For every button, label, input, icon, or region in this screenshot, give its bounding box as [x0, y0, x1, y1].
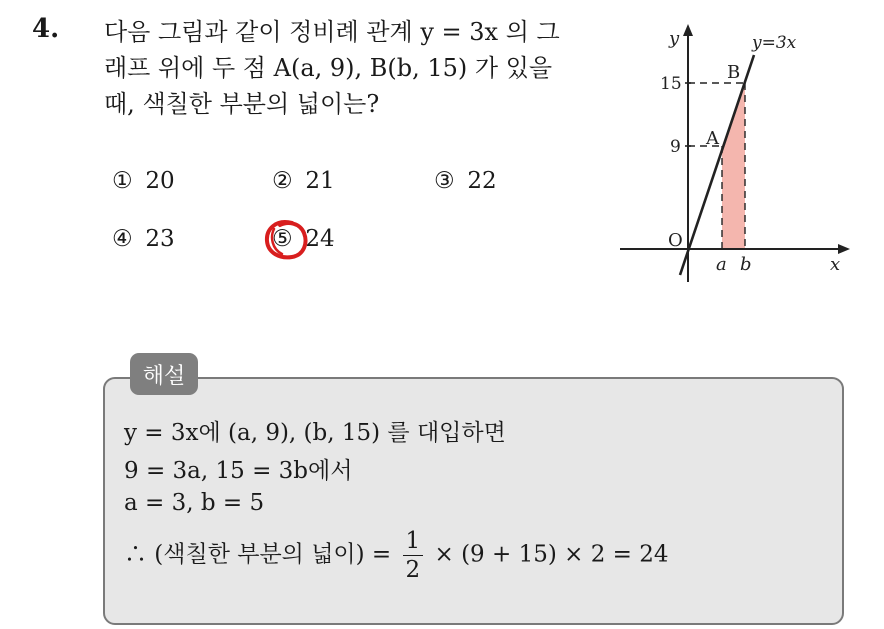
choice-4-mark: ④: [112, 226, 133, 252]
solution-line-3: a = 3, b = 5: [124, 490, 265, 516]
x-axis-label: x: [830, 254, 841, 275]
choice-1-mark: ①: [112, 168, 133, 194]
choice-2[interactable]: [272, 168, 335, 194]
question-line-1: 다음 그림과 같이 정비례 관계 y = 3x 의 그: [104, 18, 560, 46]
answer-circle-mark: [262, 217, 310, 263]
y-tick-15-label: 15: [660, 74, 682, 94]
question-number: 4.: [32, 14, 60, 44]
y-axis-label: y: [669, 28, 680, 49]
y-axis-arrow: [683, 24, 693, 36]
choice-3-mark: ③: [434, 168, 455, 194]
choice-4[interactable]: [112, 226, 175, 252]
fraction-denominator: 2: [405, 557, 421, 583]
question-text: [104, 14, 594, 122]
solution-line-4-suffix: × (9 + 15) × 2 = 24: [434, 541, 669, 568]
point-b-label: B: [727, 62, 741, 83]
x-tick-b-label: b: [740, 254, 752, 275]
choice-2-value: 21: [305, 168, 335, 194]
solution-fraction: [403, 527, 424, 584]
fraction-numerator: 1: [403, 527, 424, 556]
y-tick-9-label: 9: [670, 137, 681, 157]
x-axis-arrow: [838, 244, 850, 254]
solution-line-4: [124, 527, 669, 584]
choice-3[interactable]: [434, 168, 497, 194]
solution-line-1: y = 3x에 (a, 9), (b, 15) 를 대입하면: [124, 420, 506, 446]
choice-2-mark: ②: [272, 168, 293, 194]
solution-tag: 해설: [130, 353, 198, 395]
choice-4-value: 23: [145, 226, 175, 252]
origin-label: O: [668, 230, 683, 251]
x-tick-a-label: a: [716, 254, 727, 275]
shaded-region: [722, 83, 745, 249]
question-line-2: 래프 위에 두 점 A(a, 9), B(b, 15) 가 있을: [104, 54, 553, 82]
choice-5-value: 24: [305, 226, 335, 252]
solution-line-4-prefix: ∴ (색칠한 부분의 넓이) =: [124, 541, 392, 568]
question-line-3: 때, 색칠한 부분의 넓이는?: [104, 90, 380, 118]
choice-1-value: 20: [145, 168, 175, 194]
linear-graph: [614, 20, 854, 290]
point-a-label: A: [706, 128, 719, 149]
choice-3-value: 22: [467, 168, 497, 194]
solution-line-2: 9 = 3a, 15 = 3b에서: [124, 458, 353, 484]
choice-5-mark: ⑤: [272, 226, 293, 252]
line-label: y=3x: [752, 33, 797, 53]
choice-1[interactable]: [112, 168, 175, 194]
